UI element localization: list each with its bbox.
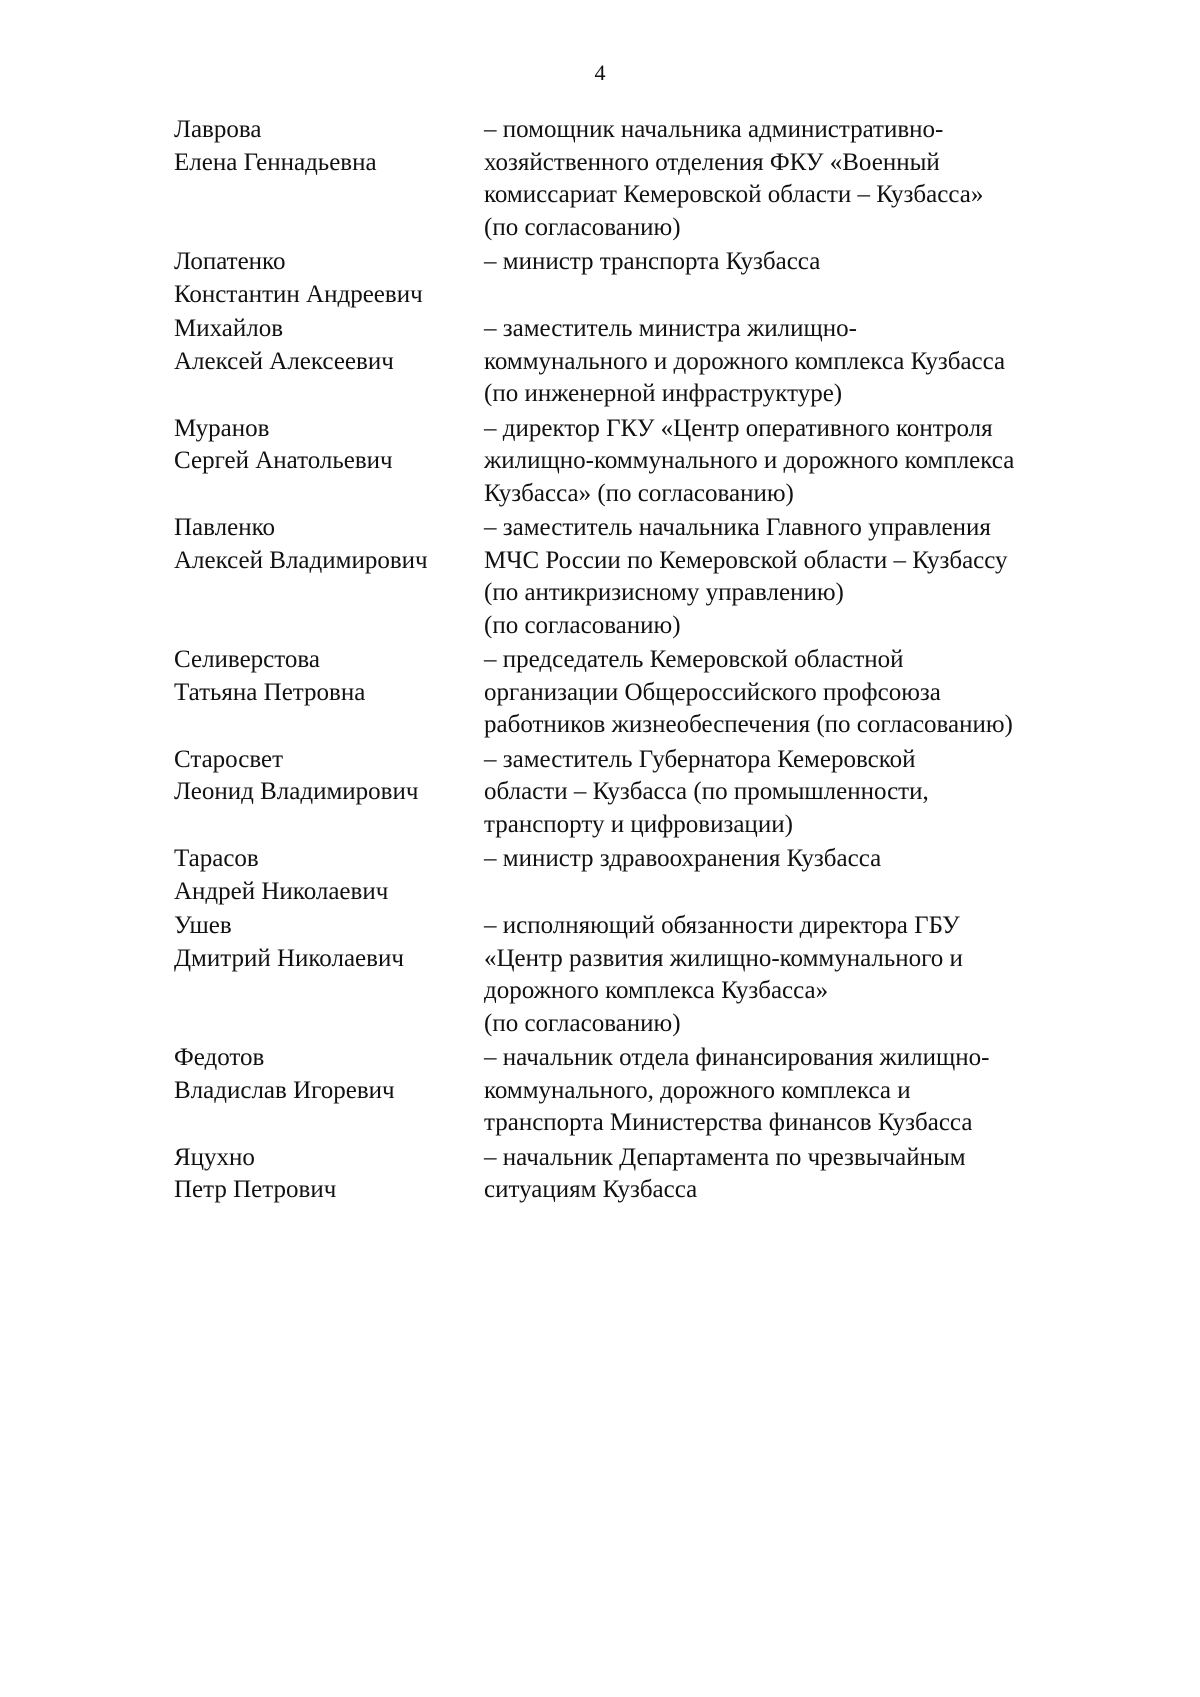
member-role [484,744,1114,842]
member-row [174,114,1114,244]
member-role [484,843,1114,908]
member-row [174,246,1114,311]
member-surname: Ушев [174,912,232,939]
member-role-line: – исполняющий обязанности директора ГБУ [484,912,960,939]
member-role-line: – начальник отдела финансирования жилищно- [484,1044,990,1071]
member-role-line: (по согласованию) [484,1009,681,1037]
member-row [174,910,1114,1040]
member-role-line: – начальник Департамента по чрезвычайным [484,1143,966,1171]
member-role-line: коммунального, дорожного комплекса и [484,1076,911,1104]
member-name [174,644,484,742]
member-role [484,246,1114,311]
member-row [174,512,1114,642]
member-role [484,313,1114,411]
member-role-line: Кузбасса» (по согласованию) [484,479,794,507]
member-row [174,313,1114,411]
member-role-line: работников жизнеобеспечения (по согласованию) [484,711,1013,738]
member-surname: Федотов [174,1044,265,1071]
member-role-line: комиссариат Кемеровской области – Кузбасса» [484,181,984,208]
member-role-line: – заместитель министра жилищно- [484,315,857,342]
member-given-names: Владислав Игоревич [174,1076,395,1104]
member-name [174,843,484,908]
member-row [174,1142,1114,1207]
member-surname: Лопатенко [174,248,286,275]
members-list [174,114,1114,1209]
member-role-line: жилищно-коммунального и дорожного комплекса [484,447,1015,474]
member-name [174,1042,484,1140]
member-name [174,910,484,1040]
member-given-names: Алексей Алексеевич [174,347,394,375]
member-given-names: Петр Петрович [174,1176,337,1203]
member-role-line: – заместитель Губернатора Кемеровской [484,745,916,773]
member-row [174,1042,1114,1140]
member-row [174,843,1114,908]
member-given-names: Дмитрий Николаевич [174,944,404,972]
member-name [174,313,484,411]
member-role-line: (по инженерной инфраструктуре) [484,380,843,407]
member-given-names: Леонид Владимирович [174,778,419,805]
member-role-line: ситуациям Кузбасса [484,1176,698,1203]
member-role-line: – помощник начальника административно- [484,116,944,143]
member-role-line: области – Кузбасса (по промышленности, [484,778,929,805]
member-role [484,114,1114,244]
member-role [484,512,1114,642]
member-given-names: Елена Геннадьевна [174,148,377,176]
member-row [174,644,1114,742]
member-role-line: – председатель Кемеровской областной [484,646,904,673]
member-given-names: Алексей Владимирович [174,546,428,574]
member-row [174,413,1114,511]
member-role [484,1142,1114,1207]
member-surname: Селиверстова [174,646,320,673]
member-role-line: МЧС России по Кемеровской области – Кузбассу [484,546,1008,574]
member-role [484,910,1114,1040]
member-role-line: – директор ГКУ «Центр оперативного контроля [484,414,993,442]
member-role-line: – министр здравоохранения Кузбасса [484,845,882,872]
member-name [174,744,484,842]
member-name [174,114,484,244]
member-surname: Михайлов [174,315,284,342]
member-role-line: организации Общероссийского профсоюза [484,678,941,706]
member-given-names: Андрей Николаевич [174,877,389,905]
member-name [174,413,484,511]
member-role-line: – заместитель начальника Главного управления [484,514,991,541]
page-number: 4 [594,60,606,85]
member-role [484,644,1114,742]
member-surname: Лаврова [174,116,262,143]
member-surname: Павленко [174,514,275,541]
member-surname: Старосвет [174,745,284,773]
member-name [174,512,484,642]
member-name [174,246,484,311]
member-given-names: Сергей Анатольевич [174,447,393,474]
member-role-line: – министр транспорта Кузбасса [484,248,821,275]
member-role-line: транспорта Министерства финансов Кузбасса [484,1109,973,1136]
member-role-line: коммунального и дорожного комплекса Кузбасса [484,347,1006,375]
member-role-line: хозяйственного отделения ФКУ «Военный [484,148,940,176]
member-name [174,1142,484,1207]
member-surname: Яцухно [174,1143,255,1171]
member-role-line: (по согласованию) [484,213,681,241]
member-surname: Муранов [174,414,270,442]
member-given-names: Татьяна Петровна [174,678,366,706]
member-role-line: (по согласованию) [484,611,681,639]
member-row [174,744,1114,842]
member-role [484,413,1114,511]
member-role [484,1042,1114,1140]
member-role-line: дорожного комплекса Кузбасса» [484,977,829,1004]
member-role-line: транспорту и цифровизации) [484,810,793,838]
member-given-names: Константин Андреевич [174,280,423,308]
member-role-line: «Центр развития жилищно-коммунального и [484,944,963,972]
member-surname: Тарасов [174,845,259,872]
member-role-line: (по антикризисному управлению) [484,579,844,606]
